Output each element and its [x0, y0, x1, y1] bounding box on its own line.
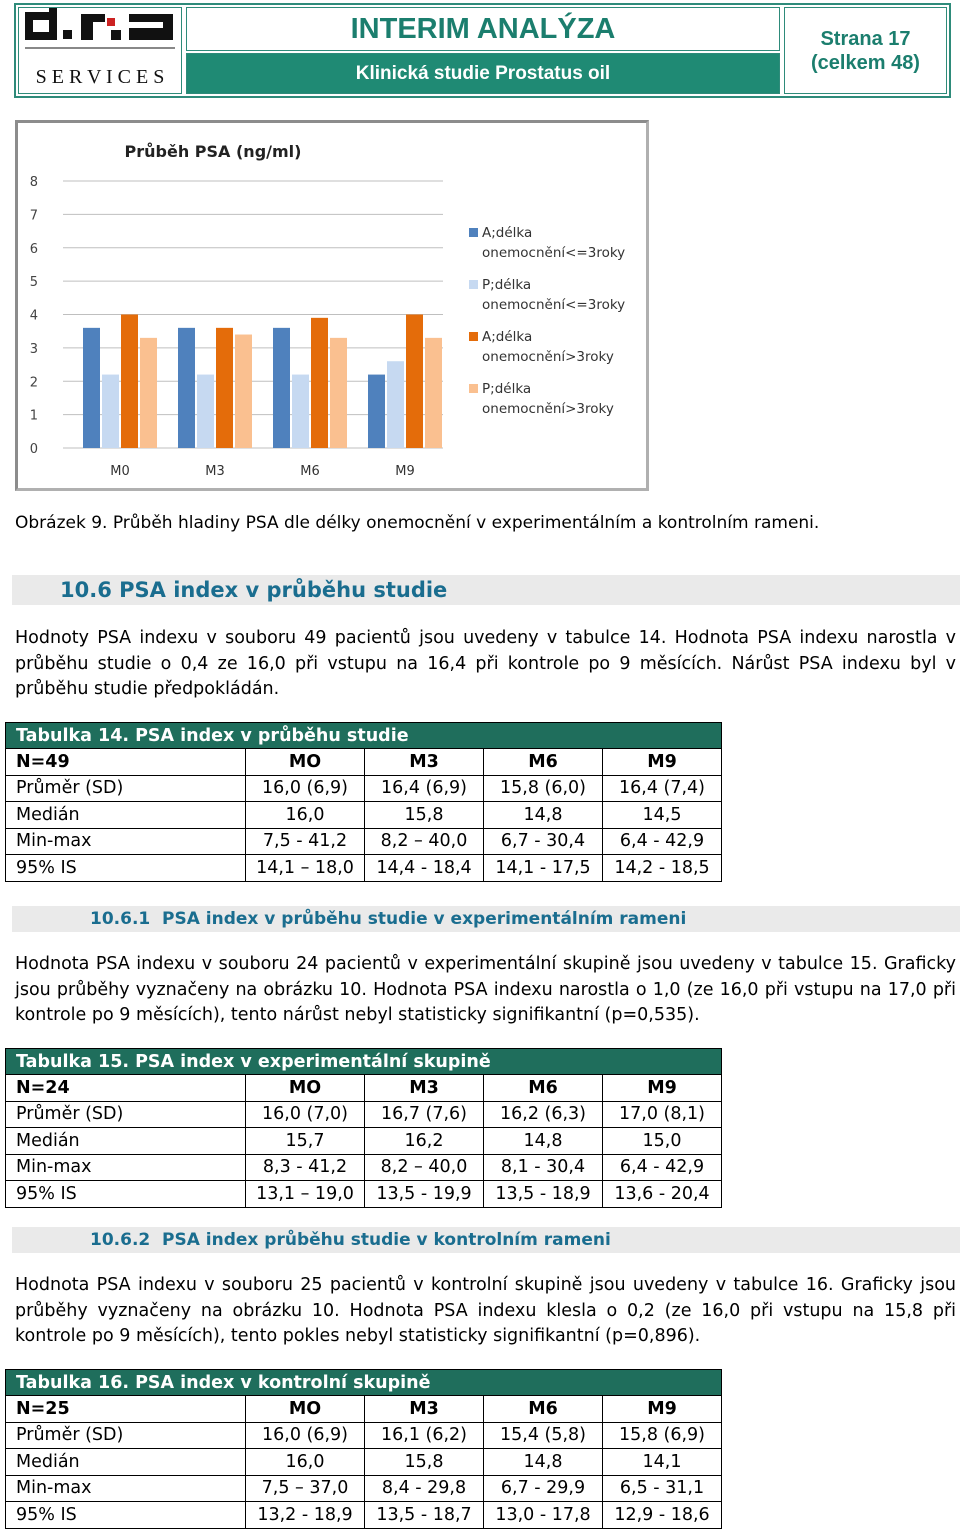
y-tick-label: 0 [29, 442, 38, 457]
table-cell: 14,1 - 17,5 [484, 855, 603, 882]
table-cell: 8,3 - 41,2 [246, 1154, 365, 1181]
subsection-number: 10.6.2 [90, 1230, 151, 1250]
table-header-row [6, 749, 722, 776]
table-cell: MO [246, 1396, 365, 1423]
table-row [6, 1101, 722, 1128]
table-cell: 6,7 - 29,9 [484, 1475, 603, 1502]
legend-label: P;délka [482, 381, 532, 397]
table-cell: Medián [6, 802, 246, 829]
legend-label: A;délka [482, 329, 533, 345]
table-cell: 15,8 (6,0) [484, 775, 603, 802]
table-cell: M3 [365, 1075, 484, 1102]
page-label: Strana 17 [820, 27, 911, 50]
table-row [6, 775, 722, 802]
bar [330, 338, 347, 448]
table-cell: 8,4 - 29,8 [365, 1475, 484, 1502]
table-cell: Min-max [6, 1154, 246, 1181]
table-cell: 14,4 - 18,4 [365, 855, 484, 882]
table-caption: Tabulka 14. PSA index v průběhu studie [6, 723, 722, 749]
table-cell: Min-max [6, 828, 246, 855]
legend-swatch [469, 332, 478, 341]
bar [121, 315, 138, 449]
table-cell: 14,2 - 18,5 [603, 855, 722, 882]
table-cell: 95% IS [6, 1181, 246, 1208]
y-tick-label: 8 [29, 175, 38, 190]
table-cell: 13,0 - 17,8 [484, 1502, 603, 1529]
table-cell: 16,2 [365, 1128, 484, 1155]
document-subtitle: Klinická studie Prostatus oil [186, 53, 780, 94]
psa-chart [18, 123, 646, 488]
table-row [6, 1128, 722, 1155]
table-cell: M9 [603, 1396, 722, 1423]
table-cell: M9 [603, 1075, 722, 1102]
bar [425, 338, 442, 448]
table-cell: 17,0 (8,1) [603, 1101, 722, 1128]
table-cell: N=49 [6, 749, 246, 776]
bar [368, 375, 385, 448]
company-logo [18, 7, 182, 94]
table-row [6, 1422, 722, 1449]
table-cell: 13,5 - 19,9 [365, 1181, 484, 1208]
legend-swatch [469, 280, 478, 289]
subsection-heading-experimental [12, 906, 960, 932]
section-heading [12, 575, 960, 605]
y-tick-label: 4 [29, 308, 38, 324]
bar [406, 315, 423, 449]
table-cell: 13,5 - 18,9 [484, 1181, 603, 1208]
table-15 [5, 1048, 722, 1208]
bar [235, 335, 252, 448]
table-cell: M3 [365, 1396, 484, 1423]
table-cell: 13,2 - 18,9 [246, 1502, 365, 1529]
table-cell: 16,0 (7,0) [246, 1101, 365, 1128]
table-cell: 14,8 [484, 1128, 603, 1155]
table-cell: 16,0 [246, 802, 365, 829]
legend-swatch [469, 384, 478, 393]
x-tick-label: M9 [395, 464, 415, 479]
table-cell: 16,0 (6,9) [246, 775, 365, 802]
y-tick-label: 2 [29, 375, 38, 391]
table-cell: 8,2 – 40,0 [365, 828, 484, 855]
legend-label: onemocnění<=3roky [482, 297, 626, 313]
table-cell: 6,4 - 42,9 [603, 828, 722, 855]
table-cell: 16,1 (6,2) [365, 1422, 484, 1449]
table-cell: Min-max [6, 1475, 246, 1502]
subsection-number: 10.6.1 [90, 909, 151, 929]
logo-mark [19, 8, 181, 93]
table-cell: Průměr (SD) [6, 775, 246, 802]
bar [140, 338, 157, 448]
bar [216, 328, 233, 448]
table-cell: 95% IS [6, 1502, 246, 1529]
page-total: (celkem 48) [811, 51, 920, 74]
table-cell: 14,1 – 18,0 [246, 855, 365, 882]
table-cell: 16,0 [246, 1449, 365, 1476]
x-tick-label: M3 [205, 464, 225, 479]
subsection-title: PSA index v průběhu studie v experimentálním rameni [162, 909, 687, 929]
y-tick-label: 1 [29, 408, 38, 424]
table-cell: 15,8 (6,9) [603, 1422, 722, 1449]
section-title: PSA index v průběhu studie [119, 578, 448, 602]
table-cell: 16,2 (6,3) [484, 1101, 603, 1128]
page-header [14, 3, 951, 98]
table-row [6, 1154, 722, 1181]
page-number [784, 7, 947, 94]
table-cell: 15,7 [246, 1128, 365, 1155]
table-cell: 14,8 [484, 802, 603, 829]
table-cell: 15,8 [365, 802, 484, 829]
table-row [6, 828, 722, 855]
table-row [6, 1449, 722, 1476]
table-cell: 13,5 - 18,7 [365, 1502, 484, 1529]
psa-chart-frame [15, 120, 649, 491]
table-cell: 7,5 - 41,2 [246, 828, 365, 855]
section-number: 10.6 [60, 578, 112, 602]
table-row [6, 1502, 722, 1529]
y-tick-label: 3 [29, 341, 38, 357]
table-cell: N=25 [6, 1396, 246, 1423]
table-header-row [6, 1075, 722, 1102]
y-tick-label: 5 [29, 275, 38, 291]
table-row [6, 802, 722, 829]
table-cell: 6,4 - 42,9 [603, 1154, 722, 1181]
table-cell: 13,6 - 20,4 [603, 1181, 722, 1208]
table-cell: 95% IS [6, 855, 246, 882]
bar [178, 328, 195, 448]
bar [387, 361, 404, 448]
table-cell: M9 [603, 749, 722, 776]
table-14 [5, 722, 722, 882]
table-cell: 16,4 (7,4) [603, 775, 722, 802]
table-cell: N=24 [6, 1075, 246, 1102]
subsection-title: PSA index průběhu studie v kontrolním rameni [162, 1230, 611, 1250]
table-cell: 13,1 – 19,0 [246, 1181, 365, 1208]
legend-label: onemocnění>3roky [482, 349, 614, 365]
table-row [6, 1475, 722, 1502]
legend-label: onemocnění<=3roky [482, 245, 626, 261]
legend-label: A;délka [482, 225, 533, 241]
paragraph-intro: Hodnoty PSA indexu v souboru 49 pacientů jsou uvedeny v tabulce 14. Hodnota PSA indexu narostla v průběhu studie o 0,4 ze 16,0 při vstupu na 16,4 při kontrole po 9 měsících. Nárůst PSA indexu byl v průběhu studie předpokládán. [15, 628, 956, 699]
table-cell: Průměr (SD) [6, 1101, 246, 1128]
paragraph-experimental: Hodnota PSA indexu v souboru 24 pacientů v experimentální skupině jsou uvedeny v tabulce 15. Graficky jsou průběhy vyznačeny na obrázku 10. Hodnota PSA indexu narostla o 1,0 (ze 16,0 při vstupu na 17,0 při kontrole po 9 měsících), tento nárůst nebyl statisticky signifikantní (p=0,535). [15, 954, 956, 1025]
legend-swatch [469, 228, 478, 237]
legend-label: onemocnění>3roky [482, 401, 614, 417]
table-cell: M3 [365, 749, 484, 776]
table-cell: 8,2 – 40,0 [365, 1154, 484, 1181]
bar [292, 375, 309, 448]
table-cell: 14,1 [603, 1449, 722, 1476]
x-tick-label: M0 [110, 464, 130, 479]
bar [83, 328, 100, 448]
table-cell: Průměr (SD) [6, 1422, 246, 1449]
table-cell: 8,1 - 30,4 [484, 1154, 603, 1181]
table-cell: M6 [484, 1396, 603, 1423]
x-tick-label: M6 [300, 464, 320, 479]
table-cell: M6 [484, 749, 603, 776]
table-header-row [6, 1396, 722, 1423]
table-cell: 12,9 - 18,6 [603, 1502, 722, 1529]
legend-label: P;délka [482, 277, 532, 293]
table-cell: M6 [484, 1075, 603, 1102]
table-cell: 7,5 – 37,0 [246, 1475, 365, 1502]
bar [273, 328, 290, 448]
y-tick-label: 7 [29, 208, 38, 224]
subsection-heading-control [12, 1227, 960, 1253]
table-cell: 14,8 [484, 1449, 603, 1476]
table-cell: Medián [6, 1128, 246, 1155]
table-cell: 14,5 [603, 802, 722, 829]
table-cell: 6,7 - 30,4 [484, 828, 603, 855]
bar [197, 375, 214, 448]
document-title: INTERIM ANALÝZA [186, 7, 780, 51]
table-row [6, 1181, 722, 1208]
bar [102, 375, 119, 448]
paragraph-control: Hodnota PSA indexu v souboru 25 pacientů v kontrolní skupině jsou uvedeny v tabulce 16. Graficky jsou průběhy vyznačeny na obrázku 10. Hodnota PSA indexu klesla o 0,2 (ze 16,0 při vstupu na 15,8 při kontrole po 9 měsících), tento pokles nebyl statisticky signifikantní (p=0,896). [15, 1275, 956, 1346]
table-caption: Tabulka 15. PSA index v experimentální skupině [6, 1049, 722, 1075]
table-row [6, 855, 722, 882]
chart-title: Průběh PSA (ng/ml) [124, 142, 302, 161]
logo-text: S E R V I C E S [35, 66, 165, 88]
table-caption: Tabulka 16. PSA index v kontrolní skupině [6, 1370, 722, 1396]
table-cell: 15,8 [365, 1449, 484, 1476]
table-cell: MO [246, 749, 365, 776]
table-16 [5, 1369, 722, 1529]
table-cell: MO [246, 1075, 365, 1102]
table-cell: 15,4 (5,8) [484, 1422, 603, 1449]
table-cell: 15,0 [603, 1128, 722, 1155]
y-tick-label: 6 [29, 241, 38, 257]
table-cell: 6,5 - 31,1 [603, 1475, 722, 1502]
bar [311, 318, 328, 448]
table-cell: 16,4 (6,9) [365, 775, 484, 802]
table-cell: 16,7 (7,6) [365, 1101, 484, 1128]
table-cell: 16,0 (6,9) [246, 1422, 365, 1449]
figure-caption: Obrázek 9. Průběh hladiny PSA dle délky onemocnění v experimentálním a kontrolním rameni. [15, 513, 820, 533]
table-cell: Medián [6, 1449, 246, 1476]
